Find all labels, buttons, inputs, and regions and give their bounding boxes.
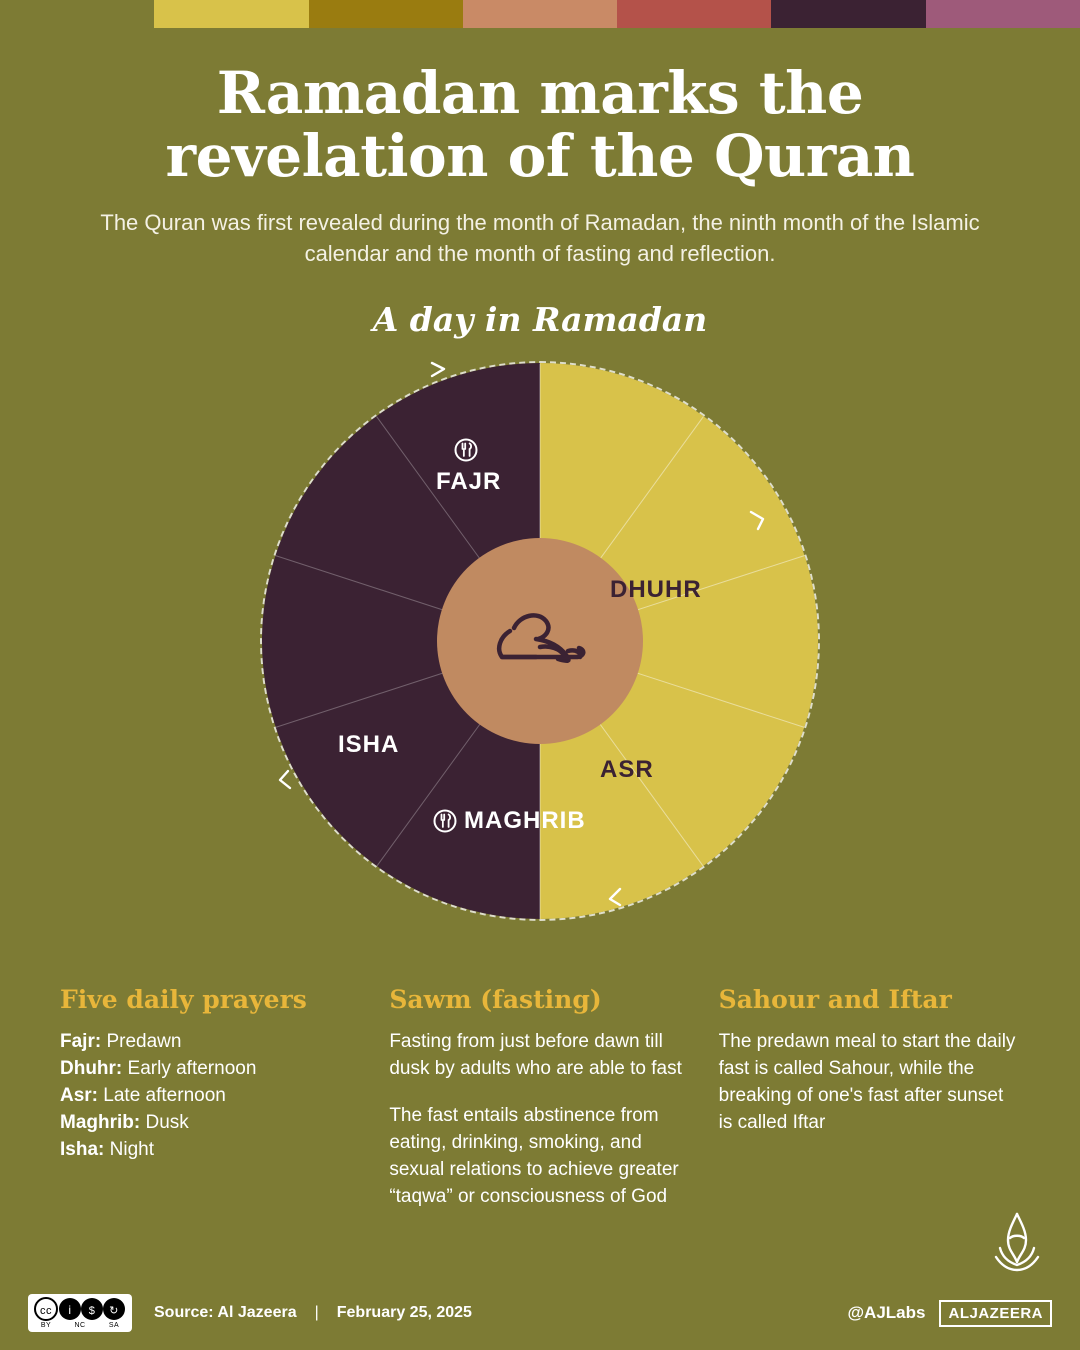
wheel-label-text: ASR — [600, 755, 654, 783]
page-title: Ramadan marks the revelation of the Quran — [165, 59, 915, 190]
strip-segment-2 — [154, 0, 308, 28]
svg-text:SA: SA — [108, 1322, 120, 1329]
list-item — [60, 1110, 361, 1137]
wheel-label-text: ISHA — [338, 730, 400, 758]
source-label: Source: Al Jazeera — [154, 1304, 297, 1321]
social-handle: @AJLabs — [847, 1303, 926, 1322]
svg-text:↻: ↻ — [109, 1305, 119, 1317]
prayer-name: Dhuhr: — [60, 1057, 123, 1079]
info-columns — [60, 985, 1020, 1211]
strip-segment-4 — [463, 0, 617, 28]
footer-brand — [847, 1300, 1052, 1327]
prayer-time: Dusk — [140, 1111, 189, 1133]
publish-date: February 25, 2025 — [336, 1304, 472, 1321]
rim-arrow-icon — [428, 359, 454, 385]
column-prayers — [60, 985, 361, 1211]
hub-circle — [437, 538, 643, 744]
aljazeera-wordmark: ALJAZEERA — [939, 1300, 1052, 1327]
section-title: A day in Ramadan — [372, 299, 708, 339]
list-item — [60, 1029, 361, 1056]
strip-segment-1 — [0, 0, 154, 28]
column-title: Sawm (fasting) — [389, 985, 602, 1014]
strip-segment-7 — [926, 0, 1080, 28]
rim-arrow-icon — [274, 766, 300, 792]
column-sawm — [389, 985, 690, 1211]
footer — [0, 1276, 1080, 1350]
column-sahour-iftar — [719, 985, 1020, 1211]
column-paragraph: Fasting from just before dawn till dusk by adults who are able to fast — [389, 1031, 682, 1079]
cc-license-icon — [30, 1296, 130, 1330]
wheel-label-text: DHUHR — [610, 575, 702, 603]
svg-text:NC: NC — [74, 1322, 86, 1329]
prayer-name: Asr: — [60, 1084, 99, 1106]
column-paragraph: The fast entails abstinence from eating, drinking, smoking, and sexual relations to achieve greater “taqwa” or consciousness of God — [389, 1104, 679, 1207]
creative-commons-badge — [28, 1294, 132, 1332]
prayer-name: Fajr: — [60, 1031, 102, 1052]
strip-segment-6 — [771, 0, 925, 28]
meal-icon — [432, 808, 458, 834]
prayer-name: Maghrib: — [60, 1111, 141, 1133]
meal-icon — [453, 437, 479, 463]
prayer-time: Predawn — [101, 1031, 182, 1052]
prayer-list — [60, 1029, 361, 1164]
list-item — [60, 1137, 361, 1164]
color-strip — [0, 0, 1080, 28]
wheel-label-text: MAGHRIB — [464, 806, 586, 834]
column-title: Five daily prayers — [60, 985, 307, 1014]
wheel-label-text: FAJR — [436, 467, 502, 495]
prayer-time: Late afternoon — [98, 1084, 226, 1106]
prayer-time: Early afternoon — [122, 1057, 257, 1079]
wheel-label-maghrib — [432, 807, 586, 835]
svg-text:cc: cc — [40, 1305, 52, 1317]
list-item — [60, 1056, 361, 1083]
wheel-label-dhuhr — [610, 576, 702, 604]
rim-arrow-icon — [747, 507, 773, 533]
strip-segment-5 — [617, 0, 771, 28]
svg-text:$: $ — [88, 1305, 96, 1317]
strip-segment-3 — [309, 0, 463, 28]
ramadan-day-wheel — [260, 361, 820, 921]
list-item — [60, 1083, 361, 1110]
aljazeera-calligraphy-logo — [988, 1210, 1046, 1272]
column-paragraph: The predawn meal to start the daily fast is called Sahour, while the breaking of one's fast after sunset is called Iftar — [718, 1031, 1016, 1133]
footer-separator: | — [314, 1304, 319, 1321]
svg-text:BY: BY — [40, 1322, 52, 1329]
prayer-name: Isha: — [60, 1138, 105, 1160]
column-title: Sahour and Iftar — [718, 985, 952, 1014]
page-subtitle: The Quran was first revealed during the month of Ramadan, the ninth month of the Islamic calendar and the month of fasting and reflection. — [100, 210, 980, 267]
svg-text:i: i — [68, 1303, 72, 1317]
praying-person-icon — [480, 601, 600, 681]
wheel-label-isha — [338, 731, 399, 759]
wheel-label-fajr — [436, 436, 501, 496]
prayer-time: Night — [104, 1138, 154, 1160]
rim-arrow-icon — [600, 885, 626, 911]
wheel-label-asr — [600, 756, 654, 784]
